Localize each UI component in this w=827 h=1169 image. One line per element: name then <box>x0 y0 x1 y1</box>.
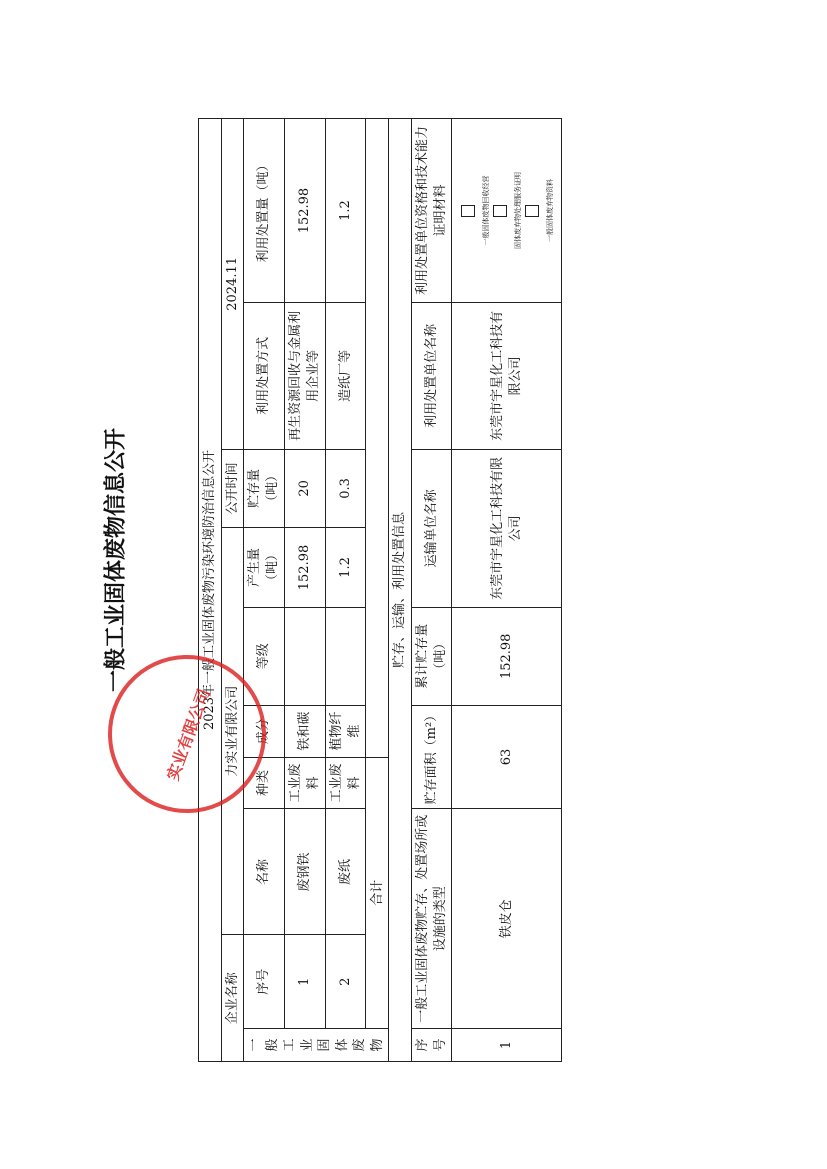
cell: 铁和碳 <box>284 705 325 757</box>
header-cell: 贮存面积（m²） <box>412 705 452 809</box>
header-cell: 利用处置单位名称 <box>412 303 452 450</box>
disclosure-table <box>198 118 562 1062</box>
header-cell: 产生量（吨） <box>244 528 285 608</box>
total-label: 合计 <box>366 757 389 1028</box>
header-cell: 等级 <box>244 607 285 705</box>
header-cell: 累计贮存量（吨） <box>412 607 452 705</box>
header-cell: 名称 <box>244 809 285 935</box>
table-row <box>452 119 562 1062</box>
header-cell: 利用处置量（吨） <box>244 119 285 303</box>
cell: 植物纤维 <box>325 705 366 757</box>
header-cell: 利用处置方式 <box>244 303 285 450</box>
table-row <box>284 119 325 1062</box>
cell: 废纸 <box>325 809 366 935</box>
company-label: 企业名称 <box>221 935 244 1062</box>
cell <box>284 607 325 705</box>
header-cell: 运输单位名称 <box>412 449 452 607</box>
time-value: 2024.11 <box>221 119 244 450</box>
time-label: 公开时间 <box>221 449 244 527</box>
company-value: 力实业有限公司 <box>221 528 244 936</box>
cell: 东莞市宇星化工科技有限公司 <box>452 303 562 450</box>
cell: 工业废料 <box>325 757 366 809</box>
header-cell: 利用处置单位资格和技术能力证明材料 <box>412 119 452 303</box>
header-cell: 序号 <box>244 935 285 1029</box>
table-row <box>325 119 366 1062</box>
table-title: 2023年一般工业固体废物污染环境防治信息公开 <box>199 119 222 1062</box>
cell: 2 <box>325 935 366 1029</box>
cell: 1.2 <box>325 119 366 303</box>
header-cell: 序号 <box>412 1029 452 1062</box>
cell: 铁皮仓 <box>452 809 562 1029</box>
header-cell: 一般工业固体废物贮存、处置场所或设施的类型 <box>412 809 452 1029</box>
header-cell: 贮存量（吨） <box>244 449 285 527</box>
document-icon <box>493 205 507 217</box>
doc-caption: 固体废弃物处理服务证明 <box>514 172 523 250</box>
cell: 工业废料 <box>284 757 325 809</box>
section1-side-label: 一般工业固体废物 <box>244 1029 389 1062</box>
cell: 废钢铁 <box>284 809 325 935</box>
seal-text: 实业有限公司 <box>162 685 214 783</box>
cell: 东莞市宇星化工科技有限公司 <box>452 449 562 607</box>
cell: 152.98 <box>284 119 325 303</box>
page-title: 一般工业固体废物信息公开 <box>103 427 128 693</box>
cell: 1.2 <box>325 528 366 608</box>
cert-docs-cell <box>452 119 562 303</box>
cell: 再生资源回收与金属利用企业等 <box>284 303 325 450</box>
document-frame <box>198 118 638 1062</box>
cell: 152.98 <box>452 607 562 705</box>
header-cell: 成分 <box>244 705 285 757</box>
header-cell: 种类 <box>244 757 285 809</box>
doc-caption: 一般固体废物回收经营 <box>482 175 491 246</box>
cell: 20 <box>284 449 325 527</box>
document-icon <box>461 205 475 217</box>
cell <box>325 607 366 705</box>
cell: 152.98 <box>284 528 325 608</box>
total-empty <box>366 119 389 758</box>
section2-heading: 贮存、运输、利用处置信息 <box>389 119 412 1062</box>
cell: 1 <box>452 1029 562 1062</box>
cell: 63 <box>452 705 562 809</box>
cell: 造纸厂等 <box>325 303 366 450</box>
cell: 0.3 <box>325 449 366 527</box>
cell: 1 <box>284 935 325 1029</box>
document-icon <box>525 205 539 217</box>
doc-caption: 一般固体废弃物资料 <box>546 179 555 243</box>
